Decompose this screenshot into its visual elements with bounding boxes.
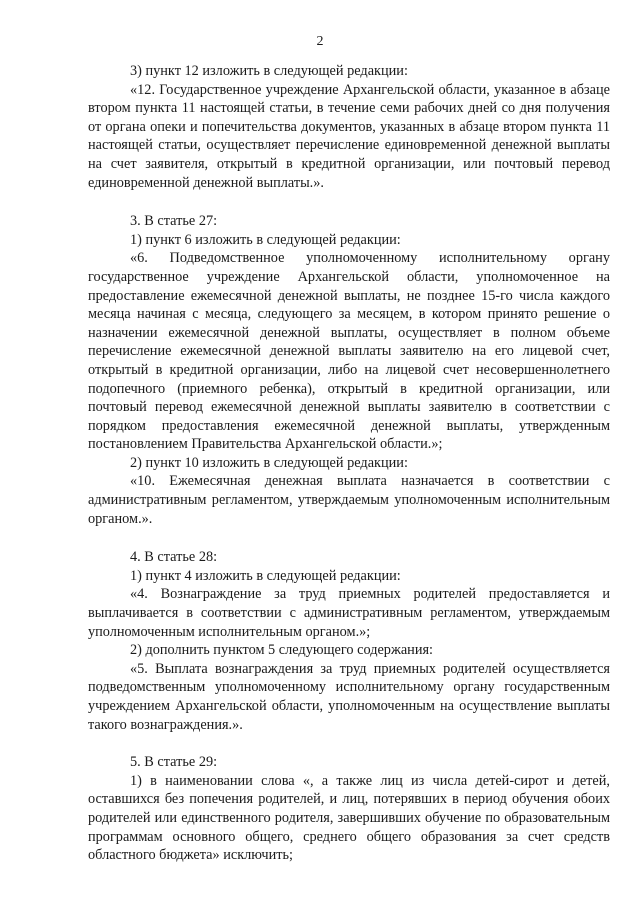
paragraph-article-28-heading: 4. В статье 28: xyxy=(130,549,218,566)
paragraph-article-27-item-1: 1) пункт 6 изложить в следующей редакции: xyxy=(130,231,401,248)
paragraph-item-3-point-12-heading: 3) пункт 12 изложить в следующей редакции: xyxy=(130,63,408,79)
paragraph-article-28-point-5-text: «5. Выплата вознаграждения за труд приемных родителей осуществляется подведомственным уполномоченному исполнительному органу государственным учреждением Архангельской области, уполномоченным на осуществление выплаты такого вознаграждения.». xyxy=(88,660,610,733)
paragraph-point-12-text: «12. Государственное учреждение Архангельской области, указанное в абзаце втором пункта 11 настоящей статьи, в течение семи рабочих дней со дня получения от органа опеки и попечительства документов, указанных в абзаце втором пункта 11 настоящей статьи, осуществляет перечисление единовременной денежной выплаты на счет заявителя, открытый в кредитной организации, или почтовый перевод единовременной денежной выплаты.». xyxy=(88,81,610,191)
page-number: 2 xyxy=(316,34,324,49)
paragraph-article-27-item-2: 2) пункт 10 изложить в следующей редакции: xyxy=(130,454,408,471)
paragraph-article-29-item-1: 1) в наименовании слова «, а также лиц из числа детей-сирот и детей, оставшихся без попечения родителей, и лиц, потерявших в период обучения обоих родителей или единственного родителя, завершивших обучение по образовательным программам основного общего, среднего общего образования за счет средств областного бюджета» исключить; xyxy=(88,772,610,864)
paragraph-article-28-item-2: 2) дополнить пунктом 5 следующего содержания: xyxy=(130,642,434,659)
paragraph-article-28-point-4-text: «4. Вознаграждение за труд приемных родителей предоставляется и выплачивается в соответствии с административным регламентом, утверждаемым уполномоченным исполнительным органом.»; xyxy=(88,586,610,640)
paragraph-article-27-point-6-text: «6. Подведомственное уполномоченному исполнительному органу государственное учреждение Архангельской области, уполномоченное на предоставление ежемесячной денежной выплаты, не позднее 15-го числа каждого месяца начиная с месяца, следующего за месяцем, в котором принято решение о назначении ежемесячной денежной выплаты, осуществляет в полном объеме перечисление ежемесячной денежной выплаты заявителю на его лицевой счет, открытый в кредитной организации, либо на лицевой счет несовершеннолетнего подопечного (приемного ребенка), открытый в кредитной организации, или почтовый перевод ежемесячной денежной выплаты заявителю в соответствии с порядком предоставления ежемесячной денежной выплаты, утвержденным постановлением Правительства Архангельской области.»; xyxy=(88,250,610,453)
paragraph-article-29-heading: 5. В статье 29: xyxy=(130,754,218,771)
document-body xyxy=(88,62,610,865)
paragraph-article-28-item-1: 1) пункт 4 изложить в следующей редакции: xyxy=(130,567,401,584)
paragraph-article-27-heading: 3. В статье 27: xyxy=(130,213,218,230)
paragraph-article-27-point-10-text: «10. Ежемесячная денежная выплата назначается в соответствии с административным регламентом, утверждаемым уполномоченным исполнительным органом.». xyxy=(88,473,610,527)
